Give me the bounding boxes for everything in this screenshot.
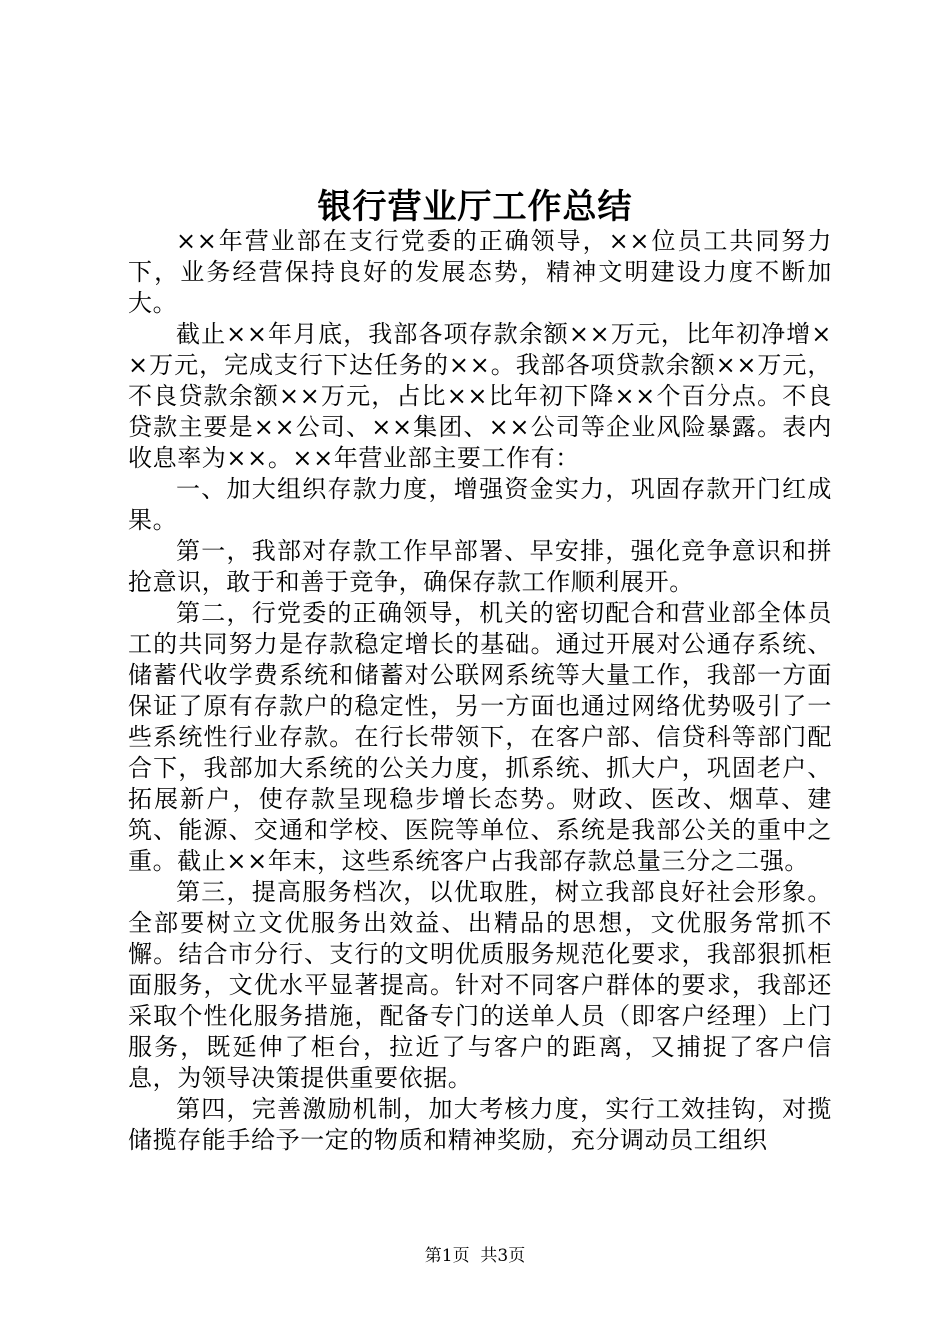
paragraph-section-1: 一、加大组织存款力度，增强资金实力，巩固存款开门红成果。 <box>128 475 832 534</box>
paragraph-point-3: 第三，提高服务档次，以优取胜，树立我部良好社会形象。全部要树立文优服务出效益、出精品的思想，文优服务常抓不懈。结合市分行、支行的文明优质服务规范化要求，我部狠抓柜面服务，文优水平显著提高。针对不同客户群体的要求，我部还采取个性化服务措施，配备专门的送单人员（即客户经理）上门服务，既延伸了柜台，拉近了与客户的距离，又捕捉了客户信息，为领导决策提供重要依据。 <box>128 878 832 1092</box>
page-number-total: 共3页 <box>480 1246 526 1266</box>
document-title: 银行营业厅工作总结 <box>317 187 633 227</box>
page-footer <box>0 1244 950 1268</box>
paragraph-intro: ××年营业部在支行党委的正确领导，××位员工共同努力下，业务经营保持良好的发展态势，精神文明建设力度不断加大。 <box>128 227 832 317</box>
footer-separator <box>470 1246 481 1266</box>
page-number-current: 第1页 <box>424 1246 470 1266</box>
paragraph-point-4: 第四，完善激励机制，加大考核力度，实行工效挂钩，对揽储揽存能手给予一定的物质和精神奖励，充分调动员工组织 <box>128 1095 832 1154</box>
paragraph-point-2: 第二，行党委的正确领导，机关的密切配合和营业部全体员工的共同努力是存款稳定增长的基础。通过开展对公通存系统、储蓄代收学费系统和储蓄对公联网系统等大量工作，我部一方面保证了原有存款户的稳定性，另一方面也通过网络优势吸引了一些系统性行业存款。在行长带领下，在客户部、信贷科等部门配合下，我部加大系统的公关力度，抓系统、抓大户，巩固老户、拓展新户，使存款呈现稳步增长态势。财政、医改、烟草、建筑、能源、交通和学校、医院等单位、系统是我部公关的重中之重。截止××年末，这些系统客户占我部存款总量三分之二强。 <box>128 599 832 875</box>
document-body <box>128 226 832 1156</box>
paragraph-summary: 截止××年月底，我部各项存款余额××万元，比年初净增××万元，完成支行下达任务的××。我部各项贷款余额××万元，不良贷款余额××万元，占比××比年初下降××个百分点。不良贷款主要是××公司、××集团、××公司等企业风险暴露。表内收息率为××。××年营业部主要工作有： <box>128 320 832 472</box>
paragraph-point-1: 第一，我部对存款工作早部署、早安排，强化竞争意识和拼抢意识，敢于和善于竞争，确保存款工作顺利展开。 <box>128 537 832 596</box>
